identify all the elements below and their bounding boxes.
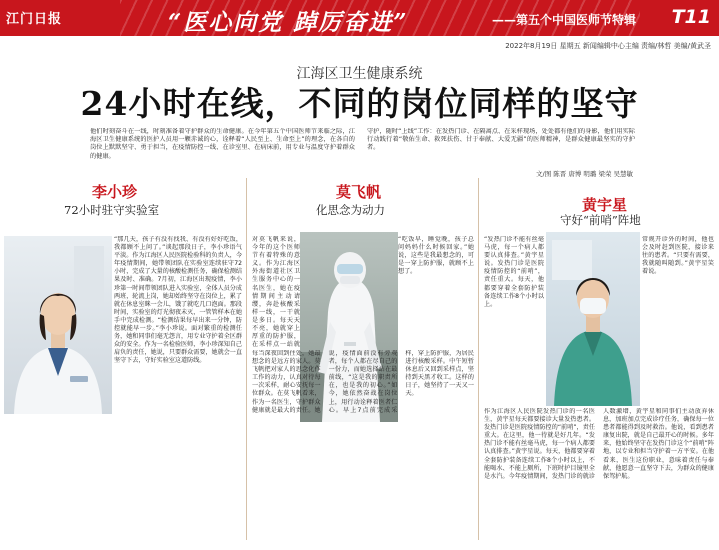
article-text	[252, 350, 474, 542]
article-text	[484, 236, 544, 406]
profile-name: 莫飞帆	[336, 183, 382, 201]
intro-column-1: 他们时刻奋斗在一线，时刻准备着守护群众的生命健康。在今年第五个中国医师节来临之际，江海区卫生健康系统的医护人员用一颗赤诚的心，诠释着“人民至上、生命至上”的理念，在各自的岗位上默默坚守、勇于担当，在疫情防控一线、在诊室里、在病床前，用专业与温度守护着群众的健康。	[90, 128, 355, 160]
date-line: 2022年8月19日 星期五 新闻编辑中心主编 责编/林哲 美编/黄武圣	[505, 42, 711, 50]
profile-subtitle: 守好“前哨”阵地	[560, 213, 641, 227]
intro-box	[90, 128, 635, 164]
profile-subtitle: 化思念为动力	[316, 203, 385, 217]
kicker: 江海区卫生健康系统	[296, 66, 423, 82]
article-text-body: 每当深夜回到住处，她最想念的是远方的家人。莫飞帆把对家人的思念化作工作的动力，认真对待每一次采样，耐心安抚每一位群众。在莫飞帆看来，作为一名医生，守护群众健康就是最大的责任。她说，疫情面前没有旁观者，每个人都在尽自己的一份力，而她选择站在最前线，“这是我的职责所在，也是我的初心。”如今，她依然奋战在岗位上，用行动诠释着医者仁心。早上7点前完成采样，穿上防护服，为居民进行核酸采样。中午短暂休息后又回到采样点，坚持到天黑才收工。这样的日子，她坚持了一天又一天。	[252, 350, 474, 414]
article-text-continued: “吃饭早，睡觉晚，孩子总问妈妈什么时候回家。”她说，这些是我最想念的，可是一穿上防护服，就顾不上想了。	[398, 236, 474, 276]
article-text	[398, 236, 474, 348]
banner-slogan: “医心向党 踔厉奋进”	[168, 9, 409, 36]
column-divider	[478, 178, 479, 540]
reporter-byline: 文/图 陈晋 唐博 明璐 梁荣 吴慧敏	[536, 170, 634, 178]
article-text: 作为江海区人民医院发热门诊的一名医生，黄宇星每天都要接诊大量发热患者。发热门诊是医院疫情防控的“前哨”，责任重大。在这里，他一待就是好几年。“发热门诊不能有丝毫马虎，每一个病人都要认真排查。”黄宇星说。每天，他都要穿着全套防护装备连续工作8个小时以上，不能喝水、不能上厕所，下班时护目镜里全是水汽。今年疫情期间，发热门诊的就诊人数激增，黄宇星和同事们主动放弃休息，加班加点完成诊疗任务，确保每一位患者都能得到及时救治。他说，看到患者康复出院，就是自己最开心的时候。多年来，他始终坚守在发热门诊这个“前哨”阵地，以专业和担当守护着一方平安。在他看来，医生这份职业，意味着责任与奉献，他愿意一直坚守下去，为群众的健康保驾护航。	[484, 408, 714, 480]
intro-column-2: 守护，随时“上线”工作：在发热门诊、在隔离点、在采样现场，处处都有他们的身影，他们用实际行动践行着“敬佑生命、救死扶伤、甘于奉献、大爱无疆”的医师精神，是群众健康最坚实的守护者。	[367, 128, 635, 152]
article-text: 对莫飞帆来说，今年的这个医师节有着特殊的意义。作为江海区外海街道社区卫生服务中心的一名医生，她在疫情期间主动请缨，奔赴核酸采样一线，一干就是多日。每天天不亮，她就穿上厚重的防护服，在采样点一站就	[252, 236, 300, 348]
profile-name: 黄宇星	[582, 196, 628, 214]
page-number: T11	[671, 6, 711, 28]
page-title: 24小时在线，不同的岗位同样的坚守	[80, 84, 639, 123]
article-text-side: 常规开诊外的时间，他也会及时赶到医院，接诊来往的患者。“只要有需要，我就随叫随到。”黄宇星笑着说。	[642, 236, 714, 276]
profile-subtitle: 72小时驻守实验室	[64, 203, 160, 217]
article-text: “那几天，孩子有没有找我、有没有好好吃饭，我都顾不上问了。”谈起那段日子，李小珍语气平淡。作为江海区人民医院检验科的负责人，今年疫情期间，她带领团队在实验室连续驻守72小时，完成了大量的核酸检测任务，确保检测结果及时、准确。7月初，江海区出现疫情，李小珍第一时间带领团队进入实验室，全体人员分成两班，轮流上岗，她却始终坚守在岗位上，累了就在休息室眯一会儿，饿了就吃几口泡面。那段时间，实验室的灯光彻夜未灭，一管管样本在她手中完成检测。“检测结果每早出来一分钟，防控就能早一步。”李小珍说。面对繁重的检测任务，她和同事们毫无怨言，用专业守护着全区群众的安全。作为一名检验医师，李小珍深知自己肩负的责任，她说，只要群众需要，她就会一直坚守下去，守好实验室这道防线。	[114, 236, 242, 365]
article-text	[642, 236, 714, 406]
header-banner	[0, 0, 719, 36]
special-issue-title: ——第五个中国医师节特辑	[492, 13, 637, 27]
article-text-lead: “发热门诊不能有丝毫马虎，每一个病人都要认真排查。”黄宇星说。发热门诊是医院疫情防控的“前哨”，责任重大。每天，他都要穿着全套防护装备连续工作8个小时以上。	[484, 236, 544, 308]
masthead-logo: 江门日报	[6, 12, 63, 27]
profile-name: 李小珍	[92, 183, 138, 201]
column-divider	[246, 178, 247, 540]
medical-staff-photo	[546, 232, 640, 406]
doctor-portrait-photo	[4, 236, 112, 414]
